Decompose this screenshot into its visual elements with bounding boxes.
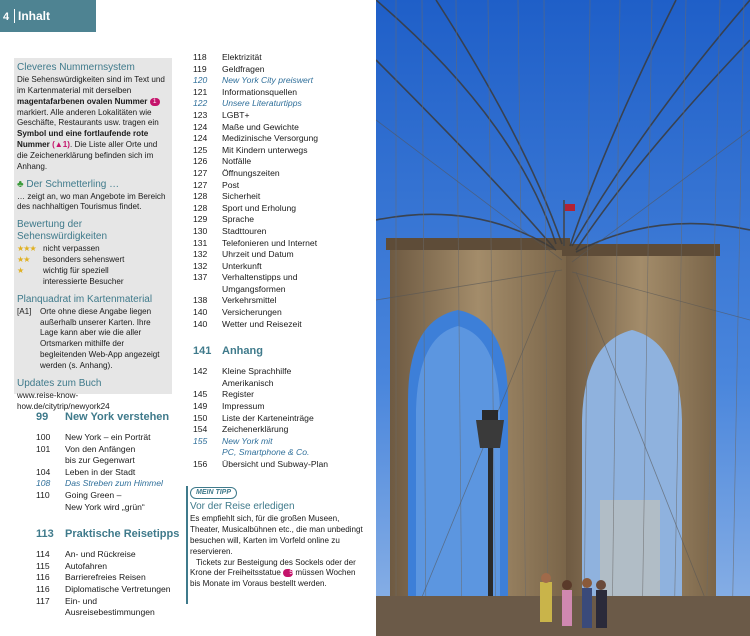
header-separator [14,9,15,23]
toc-page-number: 118 [193,52,207,62]
toc-spacer [193,330,373,344]
toc-entry[interactable] [193,319,373,331]
toc-entry-title: Autofahren [65,560,108,571]
toc-entry[interactable] [193,295,373,307]
toc-entry-title: Impressum [222,401,265,412]
toc-entry[interactable] [193,133,373,145]
toc-entry[interactable] [36,467,186,479]
toc-entry[interactable] [36,584,186,596]
toc-entry[interactable] [36,478,186,490]
toc-entry[interactable] [193,180,373,192]
toc-entry-title: Post [222,179,240,190]
brooklyn-bridge-photo [376,0,750,636]
toc-page-number [193,447,222,459]
toc-entry[interactable] [193,447,373,459]
toc-entry-title: Anhang [222,345,263,358]
toc-entry-title: Notfälle [222,156,252,167]
red-marker-icon: (▲1) [52,140,70,150]
toc-page-number [193,378,222,390]
toc-entry-title: Telefonieren und Internet [222,237,318,248]
toc-entry-title: LGBT+ [222,109,250,120]
rating-label: wichtig für speziell [43,265,109,275]
toc-entry-title: Unsere Literaturtipps [222,98,302,109]
toc-entry[interactable] [193,307,373,319]
toc-page-number: 155 [193,435,208,446]
toc-entry[interactable] [193,389,373,401]
toc-entry[interactable] [36,502,186,514]
toc-page-number: 140 [193,307,208,318]
toc-entry-title: bis zur Gegenwart [65,455,135,466]
tip-text-2: Tickets zur Besteigung des Sockels oder der Krone der Freiheitsstatue 5 müssen Wochen bis Monate im Voraus bestellt werden. [190,557,356,589]
toc-page-number [193,284,222,296]
toc-entry[interactable] [36,572,186,584]
toc-page-number: 141 [193,345,212,358]
rating-row [17,244,169,255]
toc-entry[interactable] [193,226,373,238]
toc-entry[interactable] [193,214,373,226]
toc-page-number: 99 [36,411,49,423]
toc-entry-title: Verhaltenstipps und [222,272,298,283]
numbering-section [17,62,169,173]
toc-entry-title: Barrierefreies Reisen [65,572,146,583]
toc-entry-title: Geldfragen [222,63,265,74]
toc-page-number: 104 [36,466,51,477]
toc-page-number: 129 [193,214,208,225]
toc-entry[interactable] [193,413,373,425]
toc-entry-title: Sport und Erholung [222,202,297,213]
rating-label: nicht verpassen [43,244,100,254]
toc-entry-title: Liste der Karteneinträge [222,412,314,423]
toc-entry-title: Ein- und Ausreisebestimmungen [65,595,155,618]
toc-page-number: 123 [193,109,208,120]
header-tab [0,0,96,32]
rating-section [17,219,169,287]
toc-page-number: 132 [193,249,208,260]
toc-entry[interactable] [193,238,373,250]
toc-entry-title: Uhrzeit und Datum [222,249,294,260]
toc-page-number: 121 [193,86,208,97]
rating-row [17,255,169,266]
star-icon [17,277,43,288]
toc-page-number: 127 [193,167,208,178]
toc-page-number: 127 [193,179,208,190]
toc-entry[interactable] [193,191,373,203]
magenta-marker-icon: 5 [283,569,293,577]
tip-divider [186,486,188,604]
toc-page-number: 100 [36,432,51,442]
butterfly-title: ♣ Der Schmetterling … [17,178,120,190]
toc-entry[interactable] [193,145,373,157]
toc-entry[interactable] [193,436,373,448]
toc-entry-title: Amerikanisch [222,377,274,388]
toc-entry-title: Elektrizität [222,52,262,62]
rating-title: Bewertung der Sehenswürdigkeiten [17,219,108,243]
toc-page-number: 132 [193,260,208,271]
toc-page-number: 108 [36,478,51,489]
toc-left-column [36,410,186,619]
toc-page-number: 122 [193,98,208,109]
rating-label: interessierte Besucher [43,276,124,286]
page-title: Inhalt [18,9,50,23]
toc-section-heading[interactable] [36,527,186,541]
butterfly-section [17,179,169,214]
toc-entry[interactable] [36,596,186,619]
toc-entry-title: Praktische Reisetipps [65,528,180,541]
magenta-marker-icon: 1 [150,98,160,106]
toc-entry-title: Maße und Gewichte [222,121,299,132]
toc-entry[interactable] [193,168,373,180]
toc-entry-title: Wetter und Reisezeit [222,318,302,329]
toc-entry[interactable] [193,272,373,284]
toc-entry[interactable] [193,284,373,296]
toc-entry-title: An- und Rückreise [65,549,136,560]
toc-page-number: 137 [193,272,208,283]
grid-key: [A1] [17,306,32,316]
toc-entry[interactable] [36,444,186,456]
bridge-illustration [376,0,750,636]
updates-title: Updates zum Buch [17,377,102,389]
toc-page-number: 142 [193,366,208,377]
toc-entry[interactable] [193,110,373,122]
toc-entry[interactable] [36,549,186,561]
toc-entry[interactable] [193,64,373,76]
toc-entry-title: Das Streben zum Himmel [65,478,163,489]
toc-page-number: 125 [193,144,208,155]
tip-badge: MEIN TIPP [190,487,237,499]
toc-page-number: 116 [36,583,50,594]
toc-entry-title: Diplomatische Vertretungen [65,583,171,594]
toc-entry[interactable] [193,203,373,215]
star-icon: ★★★ [17,244,36,254]
page-number: 4 [3,11,10,23]
toc-entry[interactable] [193,75,373,87]
toc-page-number: 110 [36,489,50,500]
toc-entry[interactable] [193,366,373,378]
toc-page-number: 116 [36,572,50,583]
toc-entry-title: Von den Anfängen [65,443,136,454]
toc-entry[interactable] [36,490,186,502]
toc-entry-title: Sprache [222,214,255,225]
info-box [14,58,172,411]
toc-spacer [36,541,186,549]
toc-page-number: 124 [193,121,208,132]
toc-entry-title: Medizinische Versorgung [222,133,319,144]
toc-entry[interactable] [36,432,186,444]
toc-entry[interactable] [36,455,186,467]
toc-spacer [36,424,186,432]
toc-page-number: 154 [193,424,208,435]
toc-page-number: 140 [193,318,208,329]
grid-text: Orte ohne diese Angabe liegen außerhalb unserer Karten. Ihre Lage kann aber wie die aller Ortsmarken mithilfe der begleitenden Web-App angezeigt werden (s. Anhang). [40,306,160,370]
star-icon: ★★ [17,255,30,265]
toc-entry-title: Register [222,389,254,400]
toc-page-number: 149 [193,401,208,412]
toc-spacer [36,513,186,527]
toc-entry-title: Übersicht und Subway-Plan [222,459,329,469]
toc-page-number: 119 [193,63,207,74]
toc-entry[interactable] [193,87,373,99]
toc-entry-title: Unterkunft [222,260,262,271]
tip-title: Vor der Reise erledigen [190,501,295,512]
toc-entry[interactable] [193,122,373,134]
butterfly-icon: ♣ [17,178,24,190]
toc-entry-title: New York verstehen [65,411,170,423]
toc-entry-title: Sicherheit [222,191,261,202]
toc-entry-title: Mit Kindern unterwegs [222,144,308,155]
tip-box [190,486,366,590]
tip-text-1: Es empfiehlt sich, für die großen Museen, Theater, Musicalbühnen etc., die man unbedingt besuchen will, Karten im Vorfeld online zu reservieren. [190,514,363,556]
toc-page-number [36,455,65,467]
toc-page-number: 138 [193,295,208,306]
star-icon: ★ [17,265,24,275]
toc-entry-title: Umgangsformen [222,283,286,294]
toc-entry[interactable] [36,561,186,573]
toc-page-number [36,502,65,514]
toc-entry-title: New York mit [222,435,273,446]
toc-section-heading[interactable] [193,344,373,358]
toc-entry-title: PC, Smartphone & Co. [222,447,310,458]
toc-entry-title: Versicherungen [222,307,282,318]
toc-entry-title: Kleine Sprachhilfe [222,366,292,377]
numbering-text: Die Sehenswürdigkeiten sind im Text und im Kartenmaterial mit derselben magentafarbenen ovalen Nummer 1 markiert. Alle anderen Lokalitäten wie Geschäfte, Restaurants usw. tragen ein Symbol und eine fortlaufende rote Nummer (▲1). Die Liste aller Orte und die Zeichenerklärung befinden sich im Anhang. [17,75,165,171]
toc-page-number: 145 [193,389,208,400]
toc-entry[interactable] [193,401,373,413]
toc-page-number: 114 [36,549,50,560]
toc-entry[interactable] [193,98,373,110]
toc-entry[interactable] [193,378,373,390]
rating-label: besonders sehenswert [43,255,125,265]
toc-entry-title: Öffnungszeiten [222,167,280,178]
toc-entry[interactable] [193,156,373,168]
toc-entry[interactable] [193,249,373,261]
toc-entry-title: Informationsquellen [222,86,298,97]
toc-page-number: 126 [193,156,208,167]
toc-page-number: 113 [36,528,54,541]
numbering-title: Cleveres Nummernsystem [17,62,135,73]
grid-title: Planquadrat im Kartenmaterial [17,293,153,305]
toc-entry-title: Verkehrsmittel [222,295,277,306]
updates-section [17,378,169,413]
toc-entry[interactable] [193,459,373,471]
toc-page-number: 150 [193,412,208,423]
rating-row [17,266,169,277]
toc-entry-title: Zeichenerklärung [222,424,289,435]
toc-page-number: 101 [36,443,51,454]
toc-entry-title: New York City preiswert [222,75,314,86]
toc-page-number: 115 [36,560,50,571]
toc-page-number: 156 [193,459,208,469]
grid-section [17,294,169,372]
toc-entry-title: New York wird „grün“ [65,501,145,512]
toc-entry[interactable] [193,261,373,273]
rating-row [17,277,169,288]
toc-entry[interactable] [193,424,373,436]
toc-entry-title: New York – ein Porträt [65,432,151,442]
toc-entry-title: Going Green – [65,489,122,500]
toc-right-column [193,52,373,471]
toc-page-number: 128 [193,191,208,202]
rating-list [17,244,169,287]
butterfly-text: … zeigt an, wo man Angebote im Bereich des nachhaltigen Tourismus findet. [17,191,166,212]
toc-entry-title: Stadttouren [222,225,267,236]
toc-entry[interactable] [193,52,373,64]
toc-page-number: 130 [193,225,208,236]
toc-spacer [193,358,373,366]
toc-page-number: 120 [193,75,208,86]
toc-page-number: 128 [193,202,208,213]
toc-page-number: 124 [193,133,208,144]
toc-page-number: 117 [36,595,50,606]
toc-page-number: 131 [193,237,208,248]
toc-entry-title: Leben in der Stadt [65,466,136,477]
updates-url[interactable]: www.reise-know-how.de/citytrip/newyork24 [17,390,110,411]
toc-section-heading[interactable] [36,410,186,424]
